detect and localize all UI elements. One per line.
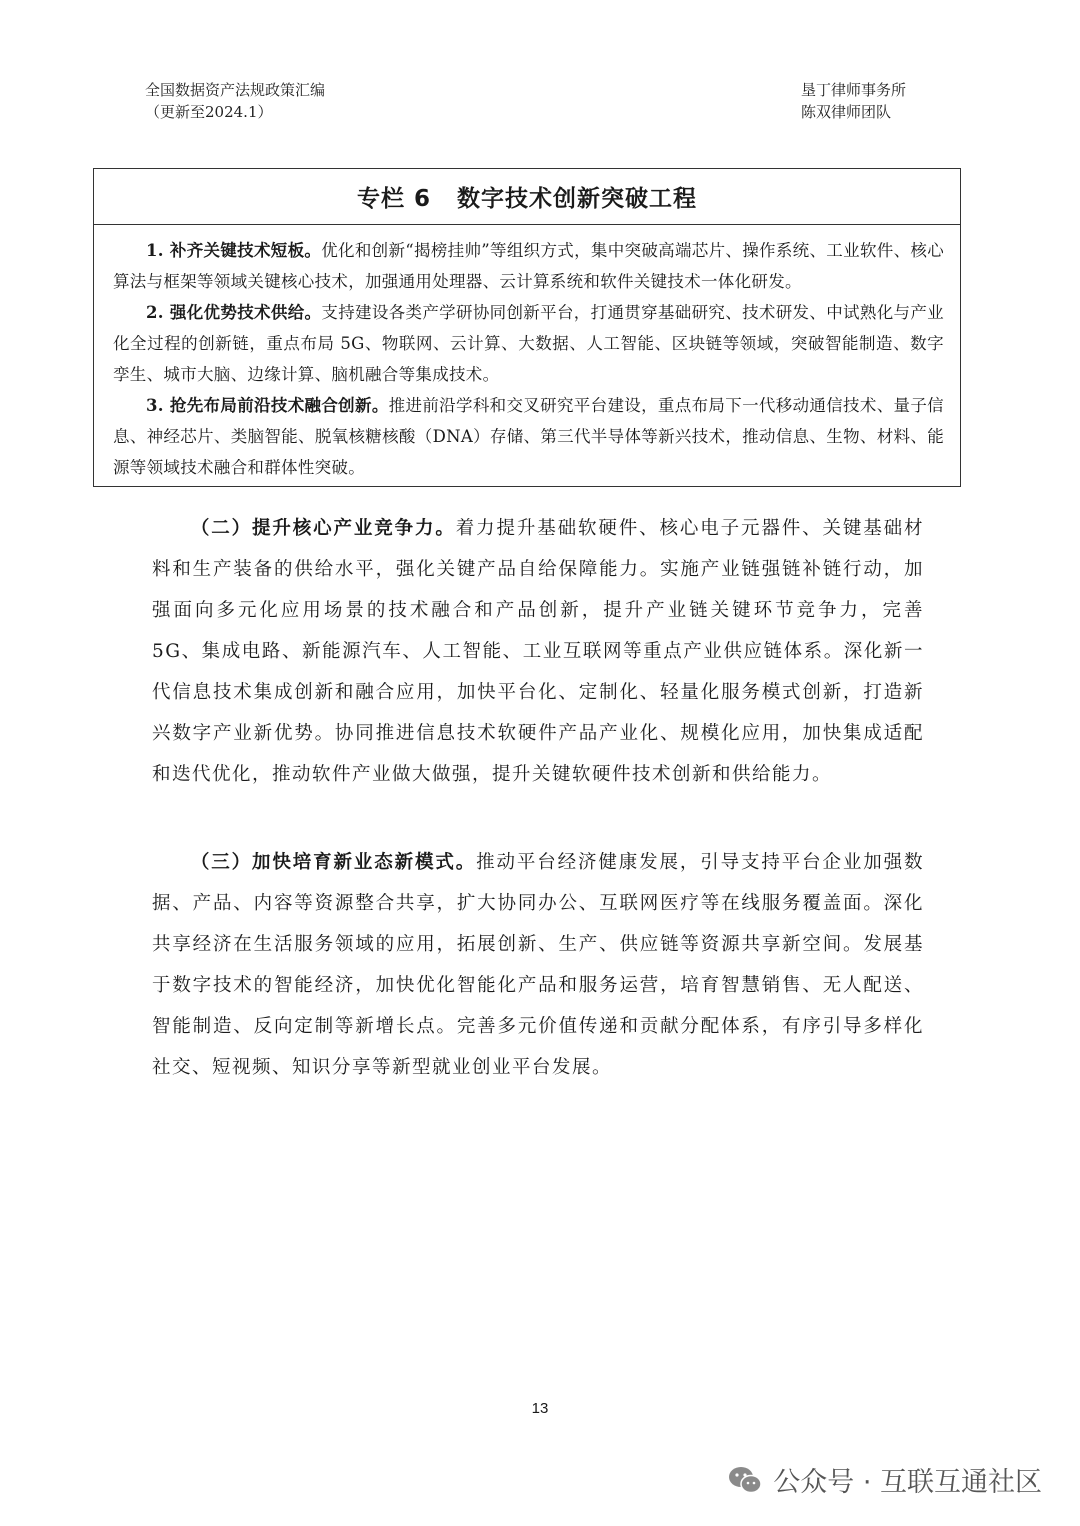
column-item-text: 优化和创新“揭榜挂帅”等组织方式，集中突破高端芯片、操作系统、工业软件、核心算法与框架等领域关键核心技术，加强通用处理器、云计算系统和软件关键技术一体化研发。 <box>113 241 944 291</box>
column-item <box>113 390 944 483</box>
column-item-heading: 2. 强化优势技术供给。 <box>146 303 322 322</box>
header-right <box>801 79 906 123</box>
watermark-text: 公众号 · 互联互通社区 <box>773 1467 1042 1498</box>
header-team: 陈双律师团队 <box>800 103 891 121</box>
column-box <box>93 168 961 487</box>
column-item-text: 推进前沿学科和交叉研究平台建设，重点布局下一代移动通信技术、量子信息、神经芯片、类脑智能、脱氧核糖核酸（DNA）存储、第三代半导体等新兴技术，推动信息、生物、材料、能源等领域技术融合和群体性突破。 <box>113 396 944 477</box>
header-left <box>145 79 325 123</box>
column-item-text: 支持建设各类产学研协同创新平台，打通贯穿基础研究、技术研发、中试熟化与产业化全过程的创新链，重点布局 5G、物联网、云计算、大数据、人工智能、区块链等领域，突破智能制造、数字孪生、城市大脑、边缘计算、脑机融合等集成技术。 <box>113 303 944 384</box>
section-3-paragraph <box>152 842 924 1088</box>
column-item <box>113 235 944 297</box>
column-box-title <box>94 169 960 225</box>
column-number: 专栏 6 <box>356 186 431 212</box>
column-box-body <box>94 225 960 483</box>
section-2-heading: （二）提升核心产业竞争力。 <box>190 518 456 539</box>
section-2 <box>152 508 924 795</box>
section-3-text: 推动平台经济健康发展，引导支持平台企业加强数据、产品、内容等资源整合共享，扩大协同办公、互联网医疗等在线服务覆盖面。深化共享经济在生活服务领域的应用，拓展创新、生产、供应链等资源共享新空间。发展基于数字技术的智能经济，加快优化智能化产品和服务运营，培育智慧销售、无人配送、智能制造、反向定制等新增长点。完善多元价值传递和贡献分配体系，有序引导多样化社交、短视频、知识分享等新型就业创业平台发展。 <box>152 852 924 1078</box>
header-firm: 垦丁律师事务所 <box>800 81 906 99</box>
section-2-text: 着力提升基础软硬件、核心电子元器件、关键基础材料和生产装备的供给水平，强化关键产品自给保障能力。实施产业链强链补链行动，加强面向多元化应用场景的技术融合和产品创新，提升产业链关键环节竞争力，完善 5G、集成电路、新能源汽车、人工智能、工业互联网等重点产业供应链体系。深化新一代信息技术集成创新和融合应用，加快平台化、定制化、轻量化服务模式创新，打造新兴数字产业新优势。协同推进信息技术软硬件产品产业化、规模化应用，加快集成适配和迭代优化，推动软件产业做大做强，提升关键软硬件技术创新和供给能力。 <box>152 518 924 785</box>
column-title-text: 数字技术创新突破工程 <box>457 186 697 212</box>
watermark <box>727 1460 1042 1499</box>
column-item-heading: 1. 补齐关键技术短板。 <box>146 241 322 260</box>
section-3-heading: （三）加快培育新业态新模式。 <box>190 852 477 873</box>
section-3 <box>152 842 924 1088</box>
header-doc-title: 全国数据资产法规政策汇编 <box>145 81 326 99</box>
wechat-icon <box>727 1465 763 1495</box>
section-2-paragraph <box>152 508 924 795</box>
column-item <box>113 297 944 390</box>
column-item-heading: 3. 抢先布局前沿技术融合创新。 <box>146 396 389 415</box>
header-doc-update: （更新至2024.1） <box>145 103 273 121</box>
page-number: 13 <box>531 1400 549 1417</box>
